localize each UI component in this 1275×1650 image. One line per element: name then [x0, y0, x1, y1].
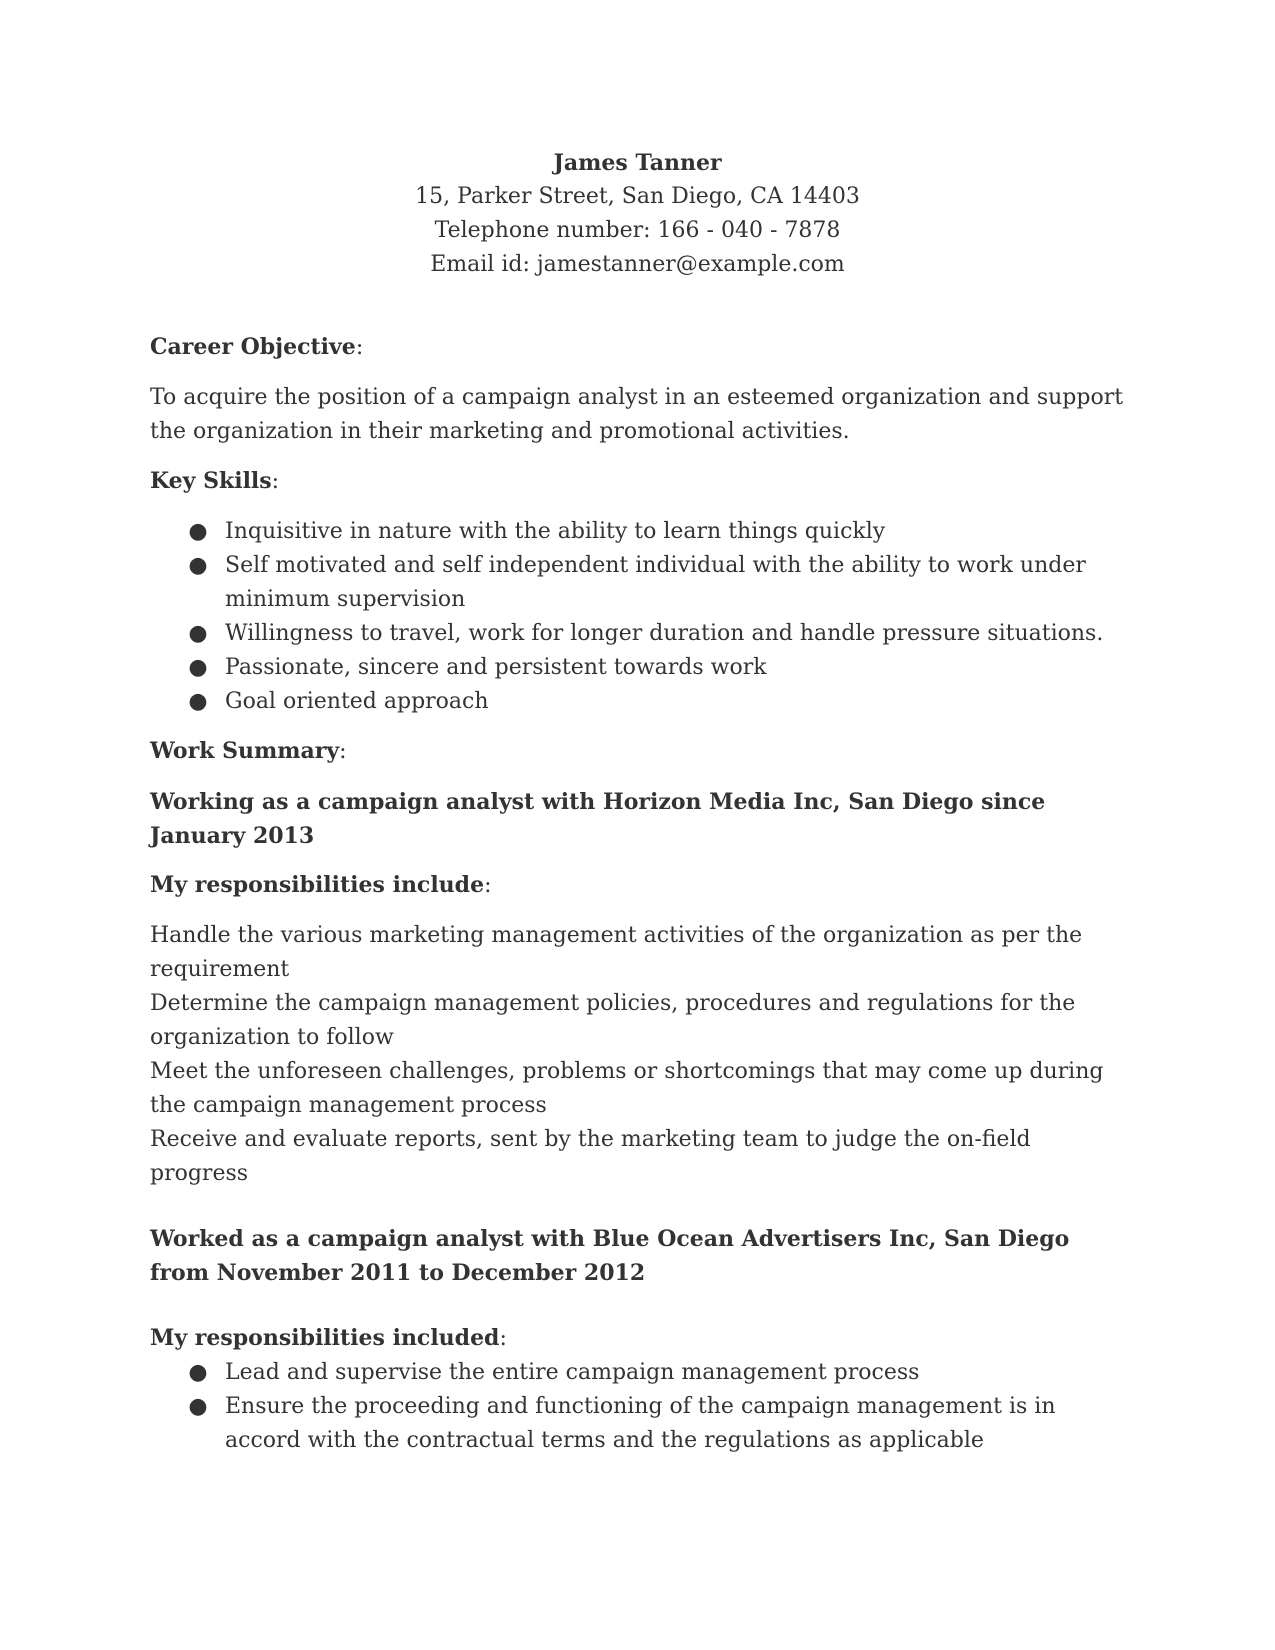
spacer	[150, 449, 1130, 464]
job2-responsibilities-heading	[150, 1321, 1130, 1356]
resume-header	[0, 146, 1275, 282]
spacer	[150, 365, 1130, 381]
bullet-icon: ●	[188, 553, 208, 578]
job1-responsibility: Handle the various marketing management activities of the organization as per the requirement	[150, 923, 1083, 982]
list-item-text: Ensure the proceeding and functioning of the campaign management is in accord with the contractual terms and the regulations as applicable	[225, 1394, 1056, 1453]
job2-title: Worked as a campaign analyst with Blue Ocean Advertisers Inc, San Diego from November 2011 to December 2012	[150, 1226, 1070, 1286]
job1-title: Working as a campaign analyst with Horizon Media Inc, San Diego since January 2013	[150, 789, 1046, 849]
list-item-text: Self motivated and self independent individual with the ability to work under minimum supervision	[225, 553, 1086, 612]
job2-responsibilities-heading-text: My responsibilities included	[150, 1325, 500, 1351]
job1-responsibility: Meet the unforeseen challenges, problems or shortcomings that may come up during the campaign management process	[150, 1059, 1104, 1118]
heading-colon: :	[271, 469, 280, 494]
list-item	[150, 1356, 1130, 1390]
career-objective-heading	[150, 330, 1130, 365]
bullet-icon: ●	[188, 1360, 208, 1385]
spacer	[150, 903, 1130, 919]
spacer	[150, 719, 1130, 734]
career-objective-heading-text: Career Objective	[150, 334, 356, 360]
list-item-text: Passionate, sincere and persistent towards work	[225, 655, 767, 680]
list-item-text: Goal oriented approach	[225, 689, 489, 714]
list-item	[150, 1390, 1130, 1458]
list-item	[150, 685, 1130, 719]
bullet-icon: ●	[188, 519, 208, 544]
candidate-address: 15, Parker Street, San Diego, CA 14403	[415, 184, 860, 209]
candidate-email: Email id: jamestanner@example.com	[430, 252, 845, 277]
heading-colon: :	[499, 1326, 507, 1351]
resume-content	[150, 146, 1130, 1458]
list-item-text: Inquisitive in nature with the ability to learn things quickly	[225, 519, 886, 544]
job1-responsibilities-heading	[150, 868, 1130, 903]
work-summary-heading-text: Work Summary	[150, 738, 340, 764]
spacer	[150, 853, 1130, 868]
heading-colon: :	[339, 739, 347, 764]
list-item	[150, 651, 1130, 685]
career-objective-text: To acquire the position of a campaign analyst in an esteemed organization and support the organization in their marketing and promotional activities.	[150, 385, 1124, 444]
bullet-icon: ●	[188, 1394, 208, 1419]
job1-responsibility: Receive and evaluate reports, sent by the marketing team to judge the on-field progress	[150, 1127, 1031, 1186]
spacer	[150, 1290, 1130, 1321]
heading-colon: :	[484, 873, 492, 898]
list-item-text: Willingness to travel, work for longer duration and handle pressure situations.	[225, 621, 1104, 646]
heading-colon: :	[355, 335, 364, 360]
bullet-icon: ●	[188, 621, 208, 646]
candidate-name: James Tanner	[553, 150, 722, 176]
key-skills-heading-text: Key Skills	[150, 468, 272, 494]
spacer	[150, 282, 1130, 330]
list-item	[150, 515, 1130, 549]
bullet-icon: ●	[188, 655, 208, 680]
key-skills-heading	[150, 464, 1130, 499]
job2-responsibilities-list	[150, 1356, 1130, 1458]
key-skills-list	[150, 515, 1130, 719]
list-item-text: Lead and supervise the entire campaign management process	[225, 1360, 920, 1385]
job1-responsibility: Determine the campaign management policies, procedures and regulations for the organization to follow	[150, 991, 1076, 1050]
job1-responsibilities-heading-text: My responsibilities include	[150, 872, 485, 898]
spacer	[150, 499, 1130, 515]
list-item	[150, 617, 1130, 651]
bullet-icon: ●	[188, 689, 208, 714]
list-item	[150, 549, 1130, 617]
spacer	[150, 769, 1130, 785]
candidate-telephone: Telephone number: 166 - 040 - 7878	[434, 218, 841, 243]
work-summary-heading	[150, 734, 1130, 769]
spacer	[150, 1191, 1130, 1222]
